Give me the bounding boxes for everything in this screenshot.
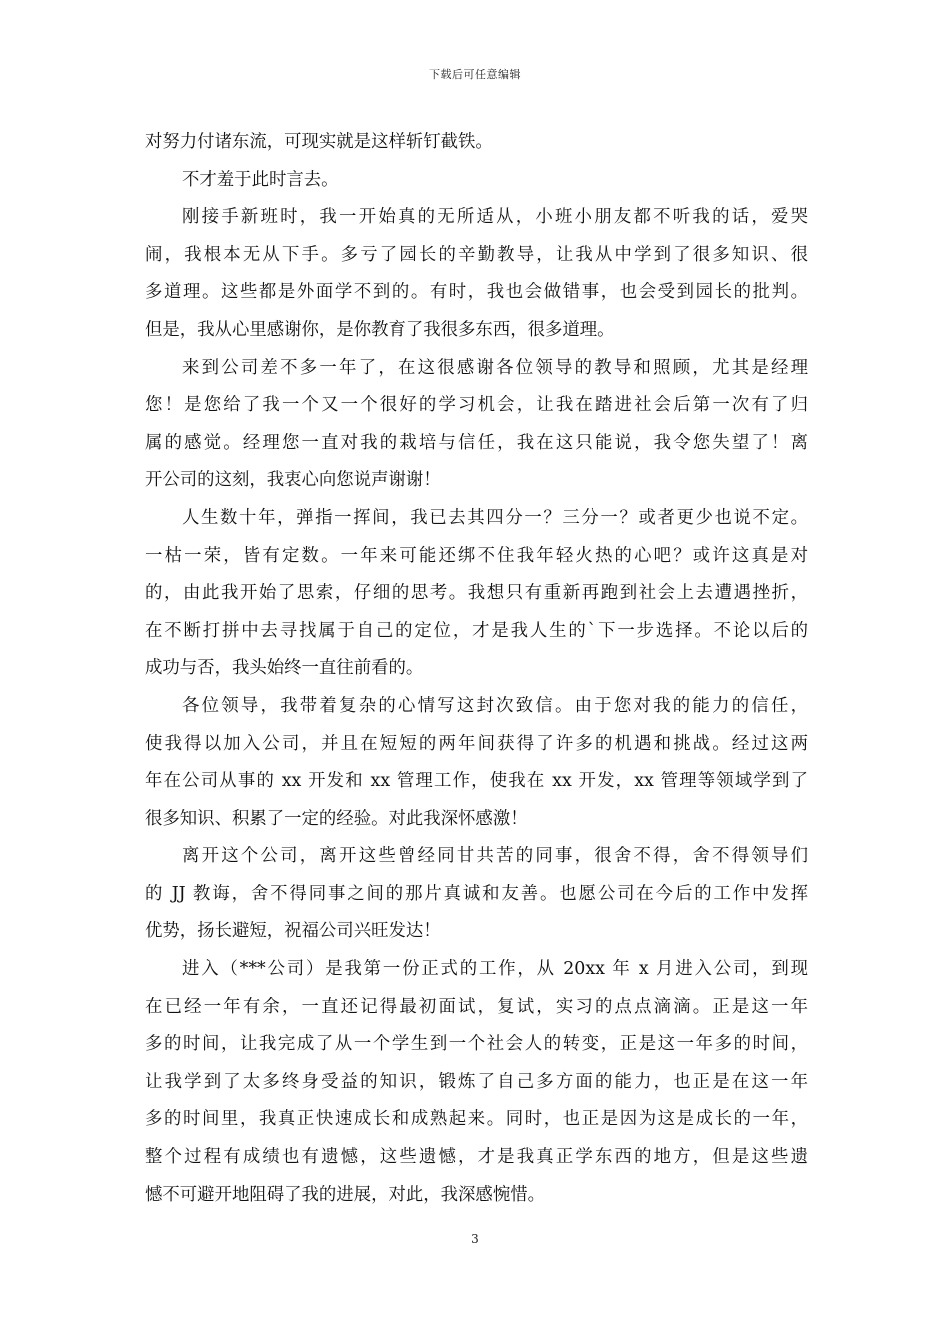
text-line: 年在公司从事的 xx 开发和 xx 管理工作，使我在 xx 开发，xx 管理等领域学到了 <box>145 771 808 792</box>
text-line: 整个过程有成绩也有遗憾，这些遗憾，才是我真正学东西的地方，但是这些遗 <box>145 1147 808 1168</box>
text-line: 优势，扬长避短，祝福公司兴旺发达！ <box>145 921 441 942</box>
text-line: 在不断打拼中去寻找属于自己的定位，才是我人生的`下一步选择。不论以后的 <box>145 620 808 641</box>
text-line: 多道理。这些都是外面学不到的。有时，我也会做错事，也会受到园长的批判。 <box>145 282 808 303</box>
text-line: 您！是您给了我一个又一个很好的学习机会，让我在踏进社会后第一次有了归 <box>145 395 808 416</box>
paragraph-start: 不才羞于此时言去。 <box>182 169 339 190</box>
text-line: 对努力付诸东流，可现实就是这样斩钉截铁。 <box>145 132 493 152</box>
text-line: 很多知识、积累了一定的经验。对此我深怀感激！ <box>145 808 528 829</box>
text-line: 多的时间里，我真正快速成长和成熟起来。同时，也正是因为这是成长的一年， <box>145 1109 808 1130</box>
text-line: 使我得以加入公司，并且在短短的两年间获得了许多的机遇和挑战。经过这两 <box>145 733 808 754</box>
paragraph-start: 刚接手新班时，我一开始真的无所适从，小班小朋友都不听我的话，爱哭 <box>182 207 808 228</box>
paragraph-start: 各位领导，我带着复杂的心情写这封次致信。由于您对我的能力的信任， <box>182 695 808 716</box>
page-number: 3 <box>471 1232 479 1246</box>
text-line: 多的时间，让我完成了从一个学生到一个社会人的转变，正是这一年多的时间， <box>145 1034 808 1055</box>
page-header: 下载后可任意编辑 <box>429 68 521 81</box>
text-line: 在已经一年有余，一直还记得最初面试，复试，实习的点点滴滴。正是这一年 <box>145 996 808 1017</box>
paragraph-start: 离开这个公司，离开这些曾经同甘共苦的同事，很舍不得，舍不得领导们 <box>182 846 808 867</box>
paragraph-start: 进入（***公司）是我第一份正式的工作，从 20xx 年 x 月进入公司，到现 <box>182 959 808 980</box>
text-line: 属的感觉。经理您一直对我的栽培与信任，我在这只能说，我令您失望了！离 <box>145 432 808 453</box>
text-line: 但是，我从心里感谢你，是你教育了我很多东西，很多道理。 <box>145 319 615 340</box>
text-line: 一枯一荣，皆有定数。一年来可能还绑不住我年轻火热的心吧？或许这真是对 <box>145 545 808 566</box>
text-line: 闹，我根本无从下手。多亏了园长的辛勤教导，让我从中学到了很多知识、很 <box>145 244 808 265</box>
text-line: 的，由此我开始了思索，仔细的思考。我想只有重新再跑到社会上去遭遇挫折， <box>145 583 808 604</box>
text-line: 开公司的这刻，我衷心向您说声谢谢！ <box>145 470 441 491</box>
text-line: 成功与否，我头始终一直往前看的。 <box>145 658 424 679</box>
text-line: 的 JJ 教诲，舍不得同事之间的那片真诚和友善。也愿公司在今后的工作中发挥 <box>145 883 808 904</box>
text-line: 让我学到了太多终身受益的知识，锻炼了自己多方面的能力，也正是在这一年 <box>145 1071 808 1092</box>
document-body <box>145 124 808 1214</box>
text-line: 憾不可避开地阻碍了我的进展，对此，我深感惋惜。 <box>145 1184 545 1205</box>
paragraph-start: 来到公司差不多一年了，在这很感谢各位领导的教导和照顾，尤其是经理 <box>182 357 808 378</box>
paragraph-start: 人生数十年，弹指一挥间，我已去其四分一？三分一？或者更少也说不定。 <box>182 507 808 528</box>
